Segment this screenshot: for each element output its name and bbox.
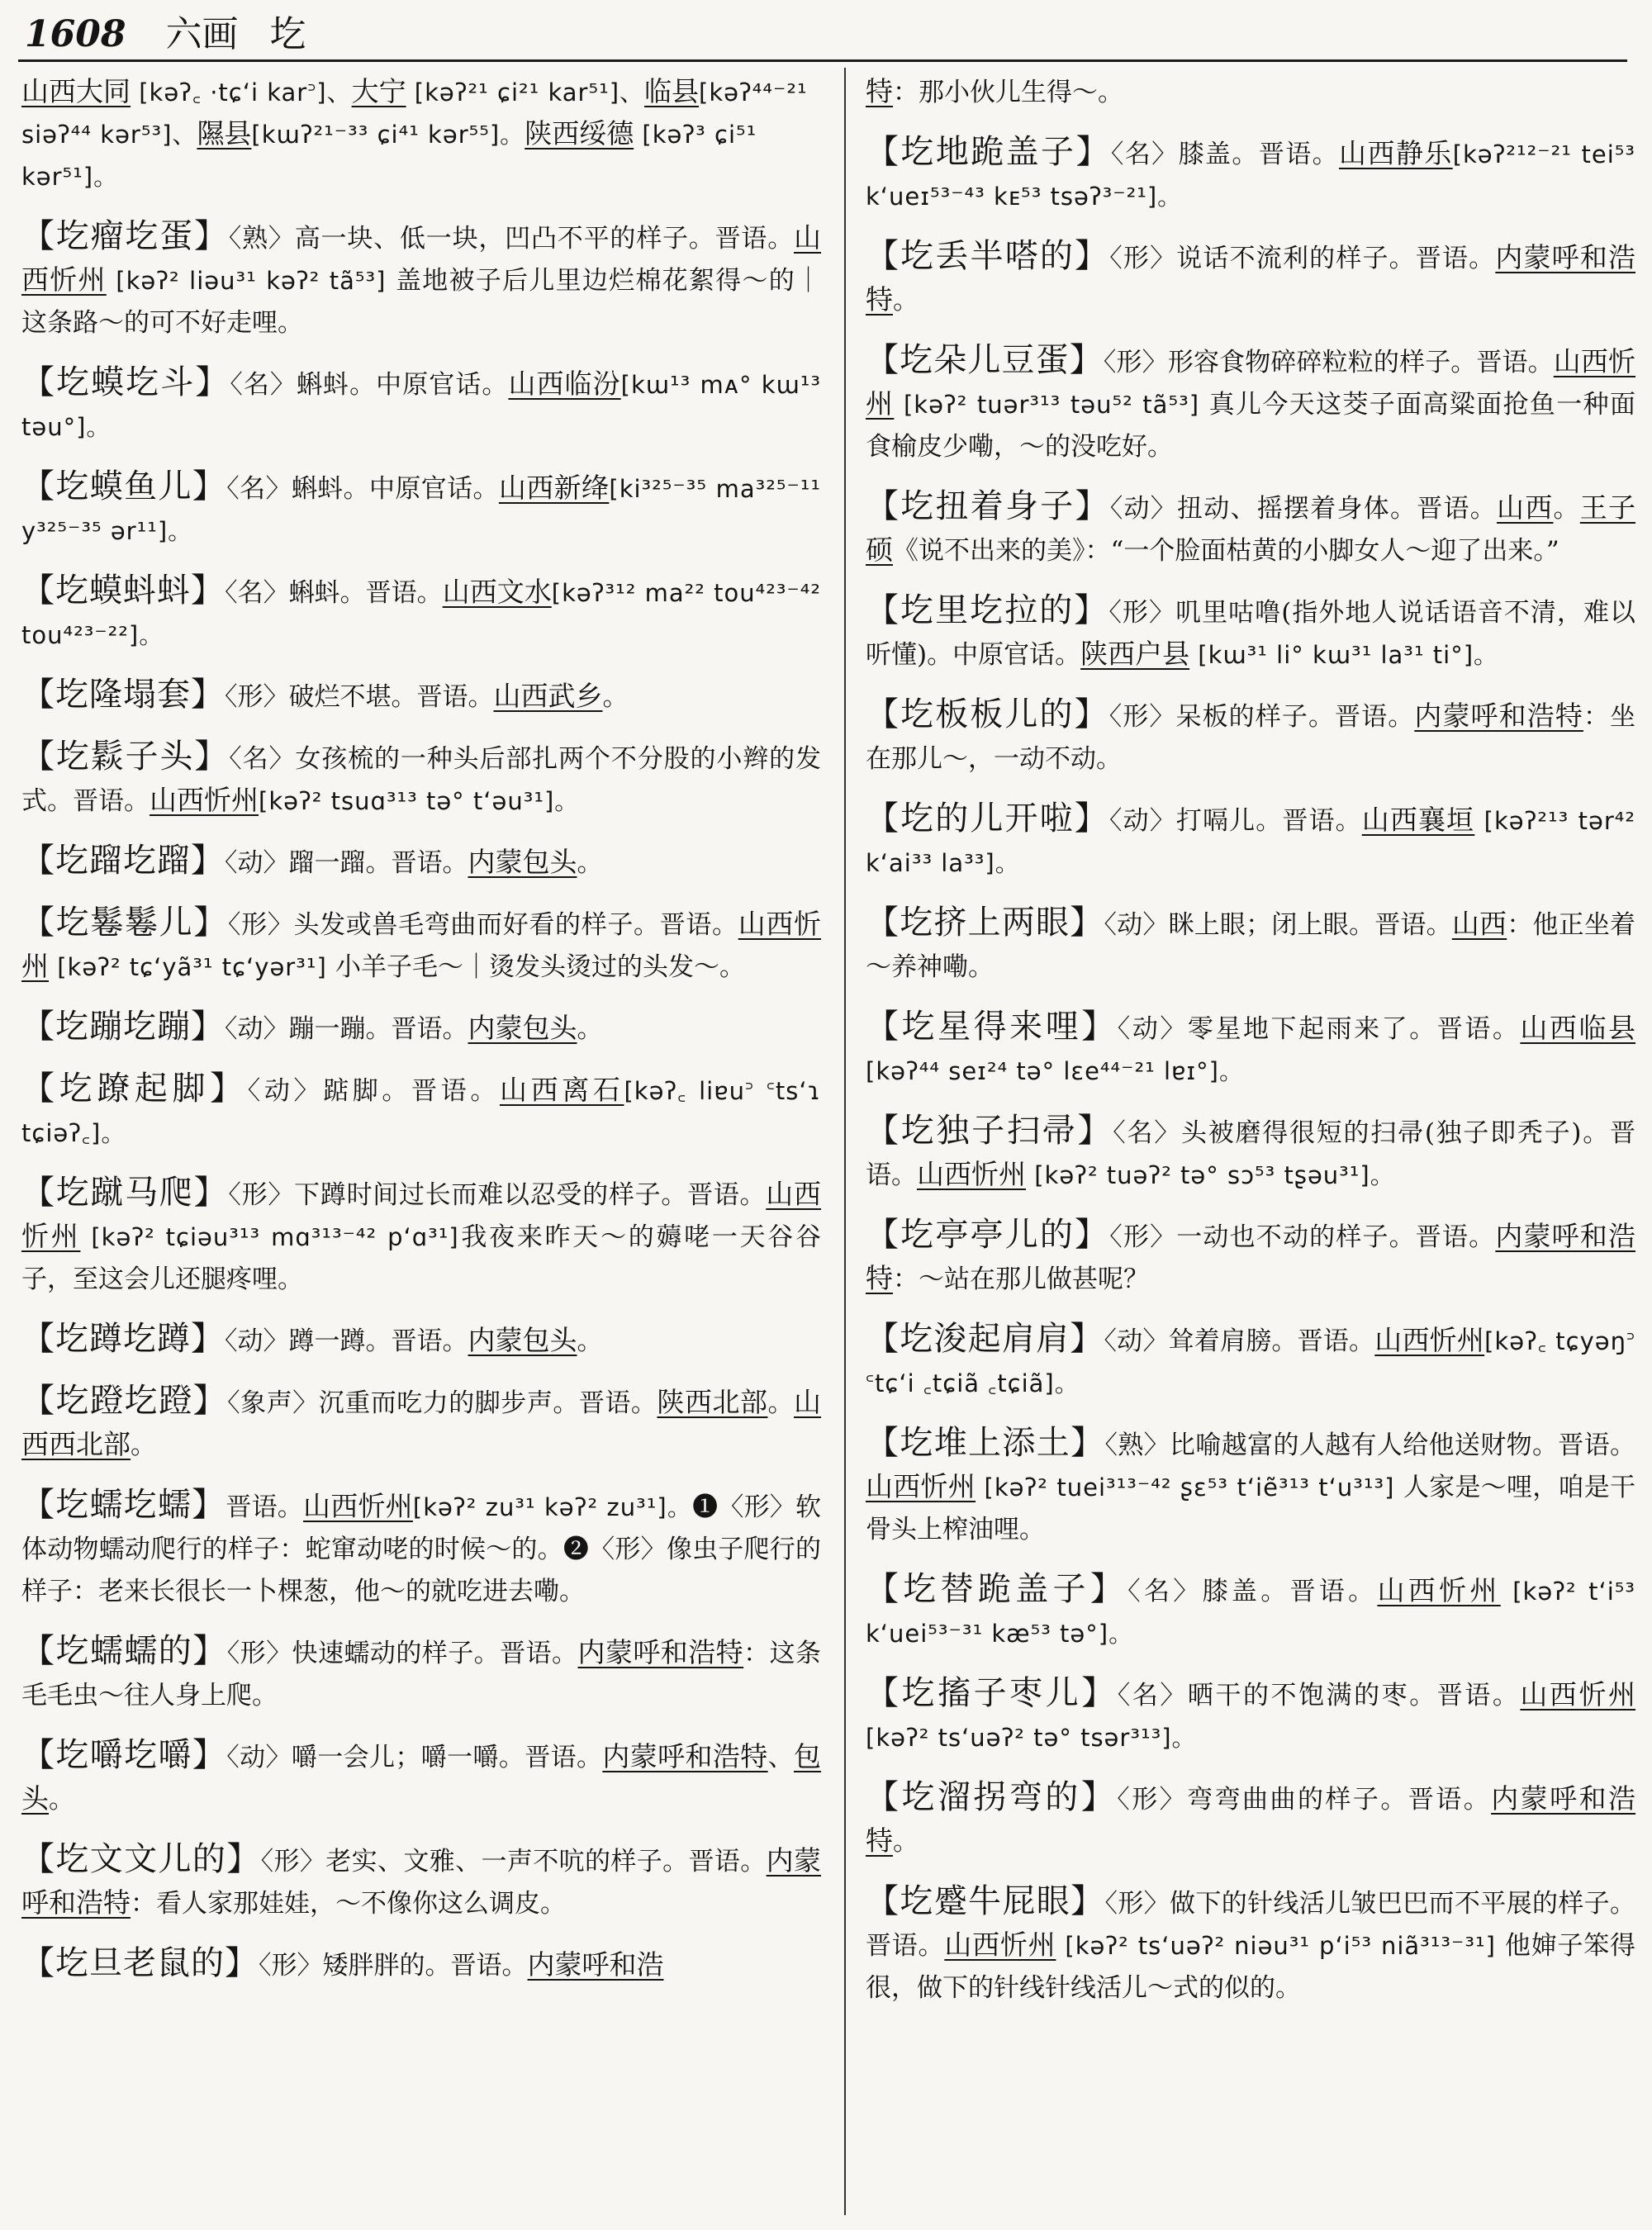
definition-text: 蹲一蹲。晋语。	[288, 1326, 468, 1356]
definition-text: 一动也不动的样子。晋语。	[1176, 1222, 1496, 1252]
pronunciation: [kəʔ² tsʻuəʔ² tə° tsər³¹³]。	[866, 1724, 1197, 1752]
part-of-speech: 〈名〉	[1117, 1681, 1188, 1710]
definition-text: 沉重而吃力的脚步声。晋语。	[318, 1388, 657, 1418]
stroke-section: 六画	[165, 13, 239, 55]
dialect-location: 隰县	[197, 117, 252, 149]
dialect-location: 内蒙包头	[468, 1012, 577, 1044]
dialect-location: 山西忻州	[866, 345, 1636, 420]
part-of-speech: 〈动〉	[1108, 806, 1176, 836]
definition-text: 比喻越富的人越有人给他送财物。晋语。	[1170, 1431, 1636, 1460]
dialect-location: 山西忻州	[866, 1470, 976, 1502]
header-rule	[18, 59, 1627, 62]
definition-text: 扭动、摇摆着身体。晋语。	[1177, 494, 1497, 524]
dialect-location: 山西忻州	[303, 1490, 413, 1522]
column-divider	[844, 68, 846, 2215]
part-of-speech: 〈形〉	[1109, 244, 1177, 273]
dialect-location: 内蒙呼和浩特	[602, 1740, 768, 1772]
part-of-speech: 〈动〉	[226, 1743, 292, 1772]
dictionary-entry	[866, 1568, 1635, 1654]
dialect-location: 特	[866, 75, 893, 107]
dialect-location: 山西忻州	[1377, 1574, 1501, 1606]
dictionary-entry	[21, 1380, 821, 1466]
definition-text: ：那小伙儿生得～。	[893, 78, 1123, 107]
dialect-location: 内蒙呼和浩特	[866, 1220, 1636, 1294]
pronunciation: [kəʔ² tuər³¹³ təu⁵² tã⁵³]	[894, 391, 1209, 419]
dictionary-entry	[866, 235, 1635, 321]
definition-text: 蹦一蹦。晋语。	[288, 1014, 468, 1044]
entry-headword: 【圪蹽起脚】	[21, 1070, 248, 1108]
entry-headword: 【圪朵儿豆蛋】	[866, 341, 1104, 379]
definition-text: 快速蠕动的样子。晋语。	[292, 1639, 578, 1668]
dictionary-entry	[21, 902, 821, 988]
pronunciation: [kəʔ꜀ liɐu꜄ ꜂tsʻɿ tɕiəʔ꜀]。	[21, 1077, 822, 1147]
pronunciation: [kəʔ⁴⁴⁻²¹ siəʔ⁴⁴ kər⁵³]、	[21, 78, 808, 149]
pronunciation: [kəʔ² tuei³¹³⁻⁴² ʂɛ⁵³ tʻiẽ³¹³ tʻu³¹³]	[976, 1473, 1403, 1502]
definition-text: ❶〈形〉软体动物蠕动爬行的样子：蛇窜动咾的时候～的。❷〈形〉像虫子爬行的样子：老来长很长一卜棵葱，他～的就吃进去嘞。	[21, 1492, 822, 1606]
entry-headword: 【圪溜拐弯的】	[866, 1778, 1118, 1816]
dialect-location: 山西静乐	[1339, 137, 1453, 169]
part-of-speech: 〈熟〉	[228, 224, 295, 254]
definition-text: ：坐在那儿～，一动不动。	[866, 702, 1636, 774]
entry-headword: 【圪蹬圪蹬】	[21, 1382, 228, 1420]
definition-text: 。	[602, 682, 629, 712]
definition-text: 。	[893, 286, 919, 316]
dictionary-entry	[21, 1943, 821, 1986]
entry-headword: 【圪挤上两眼】	[866, 904, 1104, 942]
entry-headword: 【圪星得来哩】	[866, 1008, 1118, 1046]
dictionary-entry	[21, 1172, 821, 1300]
dictionary-entry	[21, 362, 821, 448]
definition-text: 破烂不堪。晋语。	[288, 682, 494, 712]
pronunciation: [kəʔ² tsuɑ³¹³ tə° tʻəu³¹]。	[259, 787, 580, 815]
page-number: 1608	[25, 13, 126, 55]
pronunciation: [kəʔ²¹³ tər⁴² kʻai³³ la³³]。	[866, 807, 1636, 877]
dialect-location: 山西	[1451, 908, 1507, 940]
part-of-speech: 〈动〉	[1117, 1014, 1188, 1044]
dictionary-entry	[866, 798, 1635, 884]
pronunciation: [kəʔ² zu³¹ kəʔ² zu³¹]。	[412, 1493, 693, 1521]
definition-text: ：～站在那儿做甚呢？	[893, 1264, 1149, 1294]
part-of-speech: 〈象声〉	[227, 1388, 319, 1418]
definition-text: 人家是～哩，咱是干骨头上榨油哩。	[866, 1473, 1636, 1544]
definition-text: 。	[767, 1388, 795, 1418]
part-of-speech: 〈形〉	[225, 682, 289, 712]
definition-text: 女孩梳的一种头后部扎两个不分股的小辫的发式。晋语。	[21, 744, 821, 816]
entry-headword: 【圪瘤圪蛋】	[21, 217, 229, 255]
entry-headword: 【圪蠕圪蠕】	[21, 1486, 226, 1524]
dictionary-entry	[21, 1068, 821, 1154]
dialect-location: 内蒙呼和浩特	[866, 1782, 1636, 1857]
definition-text: 。	[1553, 494, 1580, 524]
dialect-location: 山西武乡	[493, 680, 603, 712]
part-of-speech: 〈形〉	[1104, 1889, 1170, 1919]
definition-text: 。	[131, 1431, 156, 1460]
dictionary-entry	[866, 131, 1635, 217]
dictionary-entry	[866, 1881, 1635, 2009]
definition-text: 弯弯曲曲的样子。晋语。	[1187, 1785, 1492, 1815]
pronunciation: [kəʔ² tsʻuəʔ² niəu³¹ pʻi⁵³ niã³¹³⁻³¹]	[1056, 1932, 1505, 1960]
entry-headword: 【圪堆上添土】	[866, 1424, 1105, 1462]
entry-headword: 【圪搐子枣儿】	[866, 1674, 1118, 1712]
dialect-location: 山西大同	[21, 75, 131, 107]
dictionary-entry	[866, 902, 1635, 988]
dialect-location: 山西文水	[442, 576, 552, 608]
entry-headword: 【圪的儿开啦】	[866, 799, 1109, 837]
dialect-location: 内蒙呼和浩特	[21, 1844, 821, 1919]
pronunciation: [kɯʔ²¹⁻³³ ɕi⁴¹ kər⁵⁵]。	[251, 121, 525, 149]
dialect-location: 山西忻州	[21, 1178, 822, 1252]
part-of-speech: 〈名〉	[1110, 140, 1179, 169]
definition-text: 头发或兽毛弯曲而好看的样子。晋语。	[293, 910, 738, 940]
definition-text: 头被磨得很短的扫帚(独子即秃子)。晋语。	[866, 1118, 1636, 1190]
definition-text: 。	[577, 1326, 603, 1356]
dialect-location: 陕西北部	[657, 1386, 768, 1418]
entry-headword: 【圪蠕蠕的】	[21, 1632, 227, 1670]
entry-continuation	[866, 71, 1635, 113]
entry-headword: 【圪蹙牛屁眼】	[866, 1882, 1105, 1920]
entry-headword: 【圪浚起肩肩】	[866, 1320, 1104, 1358]
definition-text: 。	[577, 848, 603, 878]
dictionary-entry	[21, 216, 821, 344]
definition-text: 膝盖。晋语。	[1202, 1577, 1378, 1606]
part-of-speech: 〈形〉	[1108, 598, 1176, 628]
pronunciation: [kəʔ²¹ ɕi²¹ kar⁵¹]、	[406, 78, 645, 107]
entry-headword: 【圪替跪盖子】	[866, 1570, 1128, 1608]
definition-text: 盖地被子后儿里边烂棉花絮得～的｜这条路～的可不好走哩。	[21, 266, 822, 338]
entry-headword: 【圪地跪盖子】	[866, 133, 1111, 171]
entry-headword: 【圪鬏子头】	[21, 738, 230, 776]
definition-text: 蝌蚪。中原官话。	[291, 474, 499, 504]
entry-continuation	[21, 71, 821, 197]
entry-headword: 【圪蹲圪蹲】	[21, 1320, 225, 1358]
dialect-location: 包头	[21, 1740, 821, 1815]
definition-text: 、	[767, 1743, 794, 1772]
part-of-speech: 〈动〉	[1104, 1326, 1169, 1356]
definition-text: 小羊子毛～｜烫发头烫过的头发～。	[335, 952, 745, 982]
definition-text: 下蹲时间过长而难以忍受的样子。晋语。	[294, 1180, 767, 1210]
definition-text: 高一块、低一块，凹凸不平的样子。晋语。	[294, 224, 795, 254]
part-of-speech: 〈名〉	[226, 474, 292, 504]
entry-headword: 【圪蹦圪蹦】	[21, 1008, 225, 1046]
part-of-speech: 〈动〉	[247, 1076, 324, 1106]
dictionary-entry	[21, 1484, 821, 1612]
dialect-location: 陕西户县	[1080, 638, 1190, 670]
definition-text: 晋语。	[225, 1492, 304, 1522]
part-of-speech: 〈动〉	[1104, 910, 1169, 940]
pronunciation: [kəʔ³ ɕi⁵¹ kər⁵¹]。	[21, 121, 757, 191]
part-of-speech: 〈名〉	[229, 744, 296, 774]
part-of-speech: 〈熟〉	[1104, 1431, 1170, 1460]
dialect-location: 内蒙包头	[468, 1324, 577, 1356]
dialect-location: 山西忻州	[944, 1929, 1056, 1961]
part-of-speech: 〈形〉	[227, 910, 294, 940]
definition-text: 眯上眼；闭上眼。晋语。	[1168, 910, 1452, 940]
entry-headword: 【圪隆塌套】	[21, 676, 225, 714]
dictionary-entry	[21, 1734, 821, 1820]
part-of-speech: 〈形〉	[1103, 348, 1168, 377]
part-of-speech: 〈名〉	[230, 370, 297, 400]
left-column	[21, 71, 821, 2005]
definition-text: 耸着肩膀。晋语。	[1168, 1326, 1375, 1356]
right-column	[866, 71, 1635, 2027]
dictionary-entry	[866, 1006, 1635, 1092]
dialect-location: 山西临汾	[508, 368, 621, 400]
pronunciation: [kəʔ² tuəʔ² tə° sɔ⁵³ tʂəu³¹]。	[1026, 1161, 1395, 1189]
entry-headword: 【圪亭亭儿的】	[866, 1216, 1110, 1254]
definition-text: 《说不出来的美》：“一个脸面枯黄的小脚女人～迎了出来。”	[893, 536, 1559, 566]
pronunciation: [kəʔ²¹²⁻²¹ tei⁵³ kʻueɪ⁵³⁻⁴³ kᴇ⁵³ tsəʔ³⁻²¹]。	[866, 140, 1636, 211]
dialect-location: 大宁	[351, 75, 406, 107]
pronunciation: [ki³²⁵⁻³⁵ ma³²⁵⁻¹¹ y³²⁵⁻³⁵ ər¹¹]。	[21, 475, 822, 545]
definition-text: 踮脚。晋语。	[323, 1076, 500, 1106]
part-of-speech: 〈形〉	[260, 1847, 326, 1877]
pronunciation: [kəʔ² tɕiəu³¹³ mɑ³¹³⁻⁴² pʻɑ³¹]	[80, 1223, 459, 1251]
dictionary-entry	[866, 590, 1635, 676]
part-of-speech: 〈名〉	[1113, 1118, 1182, 1148]
definition-text: 。	[577, 1014, 603, 1044]
dialect-location: 内蒙呼和浩特	[1414, 700, 1583, 732]
definition-text: 呆板的样子。晋语。	[1175, 702, 1415, 732]
part-of-speech: 〈动〉	[225, 1326, 289, 1356]
dictionary-entry	[21, 1006, 821, 1050]
dialect-location: 山西新绛	[498, 472, 610, 504]
dictionary-entry	[21, 1839, 821, 1924]
pronunciation: [kəʔ⁴⁴ seɪ²⁴ tə° lɛe⁴⁴⁻²¹ lɐɪ°]。	[866, 1057, 1244, 1085]
part-of-speech: 〈形〉	[226, 1639, 292, 1668]
entry-headword: 【圪丢半嗒的】	[866, 237, 1110, 275]
dialect-location: 山西离石	[499, 1074, 624, 1106]
dialect-location: 内蒙呼和浩	[527, 1948, 664, 1981]
definition-text: 零星地下起雨来了。晋语。	[1187, 1014, 1521, 1044]
definition-text: 老实、文雅、一声不吭的样子。晋语。	[325, 1847, 767, 1877]
definition-text: 。	[893, 1827, 919, 1857]
dialect-location: 王子硕	[866, 491, 1635, 566]
definition-text: ：看人家那娃娃，～不像你这么调皮。	[131, 1889, 566, 1919]
definition-text: 嚼一会儿；嚼一嚼。晋语。	[291, 1743, 603, 1772]
dictionary-entry	[21, 1318, 821, 1362]
dictionary-entry	[21, 570, 821, 656]
entry-headword: 【圪蟆圪斗】	[21, 363, 230, 401]
pronunciation: [kəʔ꜀ tɕyəŋ꜄ ꜂tɕʻi ꜀tɕiã ꜀tɕiã]。	[866, 1327, 1636, 1397]
part-of-speech: 〈形〉	[228, 1180, 295, 1210]
part-of-speech: 〈形〉	[1109, 1222, 1177, 1252]
entry-headword: 【圪板板儿的】	[866, 695, 1109, 733]
definition-text: 形容食物碎碎粒粒的样子。晋语。	[1167, 348, 1554, 377]
dictionary-entry	[21, 1630, 821, 1716]
part-of-speech: 〈形〉	[259, 1951, 323, 1981]
definition-text: 蝌蚪。中原官话。	[297, 370, 509, 400]
entry-headword: 【圪蹴马爬】	[21, 1174, 229, 1212]
dialect-location: 临县	[644, 75, 700, 107]
dialect-location: 山西忻州	[1374, 1324, 1485, 1356]
dialect-location: 山西襄垣	[1361, 804, 1475, 836]
dictionary-entry	[866, 1318, 1635, 1404]
dialect-location: 山西	[1497, 491, 1554, 524]
dialect-location: 山西忻州	[917, 1158, 1026, 1190]
dictionary-entry	[21, 736, 821, 822]
entry-headword: 【圪扭着身子】	[866, 487, 1110, 525]
definition-text: 叽里咕噜(指外地人说话语音不清，难以听懂)。中原官话。	[866, 598, 1636, 670]
dialect-location: 山西忻州	[150, 784, 259, 816]
definition-text: 真儿今天这茭子面高粱面抢鱼一种面食榆皮少嘞，～的没吃好。	[866, 390, 1636, 462]
pronunciation: [kəʔ² tʻi⁵³ kʻuei⁵³⁻³¹ kæ⁵³ tə°]。	[866, 1578, 1636, 1648]
dictionary-entry	[866, 1422, 1635, 1550]
entry-headword: 【圪蹓圪蹓】	[21, 842, 225, 880]
pronunciation: [kəʔ² tɕʻyã³¹ tɕʻyər³¹]	[49, 953, 335, 981]
dictionary-entry	[866, 1110, 1635, 1196]
part-of-speech: 〈形〉	[1117, 1785, 1188, 1815]
part-of-speech: 〈动〉	[225, 848, 289, 878]
entry-headword: 【圪独子扫帚】	[866, 1112, 1113, 1150]
dictionary-entry	[866, 1777, 1635, 1862]
pronunciation: [kəʔ² liəu³¹ kəʔ² tã⁵³]	[106, 267, 396, 295]
dictionary-entry	[866, 694, 1635, 780]
page-header	[25, 12, 1644, 58]
definition-text: 打嗝儿。晋语。	[1175, 806, 1362, 836]
dialect-location: 山西忻州	[21, 908, 822, 982]
index-character: 圪	[269, 13, 306, 55]
dictionary-entry	[21, 674, 821, 718]
entry-headword: 【圪文文儿的】	[21, 1840, 261, 1878]
entry-headword: 【圪嚼圪嚼】	[21, 1736, 227, 1774]
dictionary-entry	[866, 339, 1635, 467]
definition-text: ：这条毛毛虫～往人身上爬。	[21, 1639, 822, 1710]
dictionary-entry	[866, 486, 1635, 572]
part-of-speech: 〈动〉	[1109, 494, 1177, 524]
dictionary-entry	[21, 466, 821, 552]
definition-text: 他婶子笨得很，做下的针线针线活儿～式的似的。	[866, 1931, 1636, 2003]
part-of-speech: 〈形〉	[1108, 702, 1176, 732]
dialect-location: 山西忻州	[1520, 1678, 1636, 1710]
definition-text: ：他正坐着～养神嘞。	[866, 910, 1636, 982]
dictionary-entry	[21, 840, 821, 884]
dialect-location: 山西西北部	[21, 1386, 822, 1460]
entry-headword: 【圪蟆鱼儿】	[21, 467, 227, 505]
entry-headword: 【圪蟆蚪蚪】	[21, 572, 225, 610]
dialect-location: 陕西绥德	[525, 117, 634, 149]
part-of-speech: 〈名〉	[225, 578, 289, 608]
dialect-location: 内蒙呼和浩特	[866, 241, 1636, 316]
definition-text: 蝌蚪。晋语。	[288, 578, 443, 608]
definition-text: 蹓一蹓。晋语。	[288, 848, 468, 878]
dialect-location: 内蒙包头	[468, 846, 577, 878]
pronunciation: [kɯ¹³ mᴀ° kɯ¹³ təu°]。	[21, 371, 822, 441]
definition-text: 我夜来昨天～的薅咾一天谷谷子，至这会儿还腿疼哩。	[21, 1222, 822, 1294]
part-of-speech: 〈动〉	[225, 1014, 289, 1044]
definition-text: 做下的针线活儿皱巴巴而不平展的样子。晋语。	[866, 1889, 1636, 1961]
definition-text: 矮胖胖的。晋语。	[322, 1951, 528, 1981]
definition-text: 说话不流利的样子。晋语。	[1176, 244, 1496, 273]
dialect-location: 山西临县	[1520, 1012, 1636, 1044]
definition-text: 晒干的不饱满的枣。晋语。	[1187, 1681, 1521, 1710]
entry-headword: 【圪里圪拉的】	[866, 591, 1109, 629]
dialect-location: 山西忻州	[21, 221, 822, 296]
definition-text: 膝盖。晋语。	[1178, 140, 1340, 169]
entry-headword: 【圪鬈鬈儿】	[21, 904, 228, 942]
entry-headword: 【圪旦老鼠的】	[21, 1944, 259, 1982]
pronunciation: [kəʔ³¹² ma²² tou⁴²³⁻⁴² tou⁴²³⁻²²]。	[21, 579, 822, 649]
dialect-location: 内蒙呼和浩特	[577, 1636, 744, 1668]
dictionary-entry	[866, 1672, 1635, 1758]
dictionary-entry	[866, 1214, 1635, 1300]
pronunciation: [kəʔ꜀ ·tɕʻi kar꜄]、	[131, 78, 352, 107]
definition-text: 。	[49, 1785, 74, 1815]
part-of-speech: 〈名〉	[1127, 1577, 1203, 1606]
pronunciation: [kɯ³¹ li° kɯ³¹ la³¹ ti°]。	[1189, 641, 1499, 669]
